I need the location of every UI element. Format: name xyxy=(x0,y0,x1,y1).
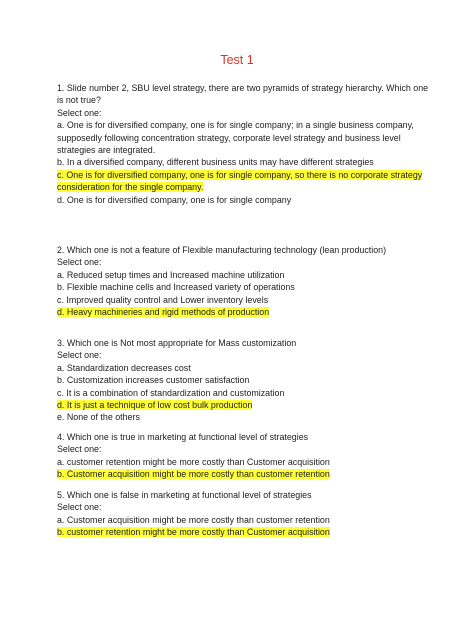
select-one-label: Select one: xyxy=(57,350,102,361)
select-one-label: Select one: xyxy=(57,107,102,118)
question-text: 4. Which one is true in marketing at functional level of strategies xyxy=(57,432,309,442)
question-text: 2. Which one is not a feature of Flexible manufacturing technology (lean production) xyxy=(57,245,387,255)
option-a: supposedly following concentration strategy, corporate level strategy and business level xyxy=(57,132,401,143)
option-c-highlighted: c. One is for diversified company, one is for single company, so there is no corporate strategy xyxy=(57,169,423,180)
option-d: d. One is for diversified company, one is for single company xyxy=(57,194,292,205)
option-a: a. customer retention might be more costly than Customer acquisition xyxy=(57,456,330,467)
question-3 xyxy=(57,337,427,424)
option-c-highlighted: consideration for the single company. xyxy=(57,182,204,193)
question-text: 5. Which one is false in marketing at functional level of strategies xyxy=(57,490,312,500)
option-a: a. Customer acquisition might be more costly than customer retention xyxy=(57,514,330,525)
question-text: is not true? xyxy=(57,95,101,106)
question-2 xyxy=(57,244,427,318)
option-b: b. Customization increases customer satisfaction xyxy=(57,375,250,386)
option-a: a. One is for diversified company, one is for single company; in a single business company, xyxy=(57,120,414,131)
option-b-highlighted: b. customer retention might be more costly than Customer acquisition xyxy=(57,527,330,538)
option-b: b. In a diversified company, different business units may have different strategies xyxy=(57,157,374,168)
option-e: e. None of the others xyxy=(57,412,140,423)
option-d-highlighted: d. Heavy machineries and rigid methods of production xyxy=(57,307,270,318)
select-one-label: Select one: xyxy=(57,257,102,268)
option-a: a. Reduced setup times and Increased machine utilization xyxy=(57,269,285,280)
page-title: Test 1 xyxy=(220,53,254,67)
question-1 xyxy=(57,82,427,206)
option-b: b. Flexible machine cells and Increased variety of operations xyxy=(57,282,295,293)
question-text: 3. Which one is Not most appropriate for Mass customization xyxy=(57,338,297,348)
select-one-label: Select one: xyxy=(57,444,102,455)
option-a: strategies are integrated. xyxy=(57,145,156,156)
question-text: 1. Slide number 2, SBU level strategy, there are two pyramids of strategy hierarchy. Which one xyxy=(57,83,429,93)
question-5 xyxy=(57,489,427,539)
option-b-highlighted: b. Customer acquisition might be more costly than customer retention xyxy=(57,469,330,480)
option-c: c. It is a combination of standardization and customization xyxy=(57,387,285,398)
option-c: c. Improved quality control and Lower inventory levels xyxy=(57,294,269,305)
option-a: a. Standardization decreases cost xyxy=(57,362,191,373)
option-d-highlighted: d. It is just a technique of low cost bulk production xyxy=(57,400,253,411)
select-one-label: Select one: xyxy=(57,502,102,513)
question-4 xyxy=(57,431,427,481)
